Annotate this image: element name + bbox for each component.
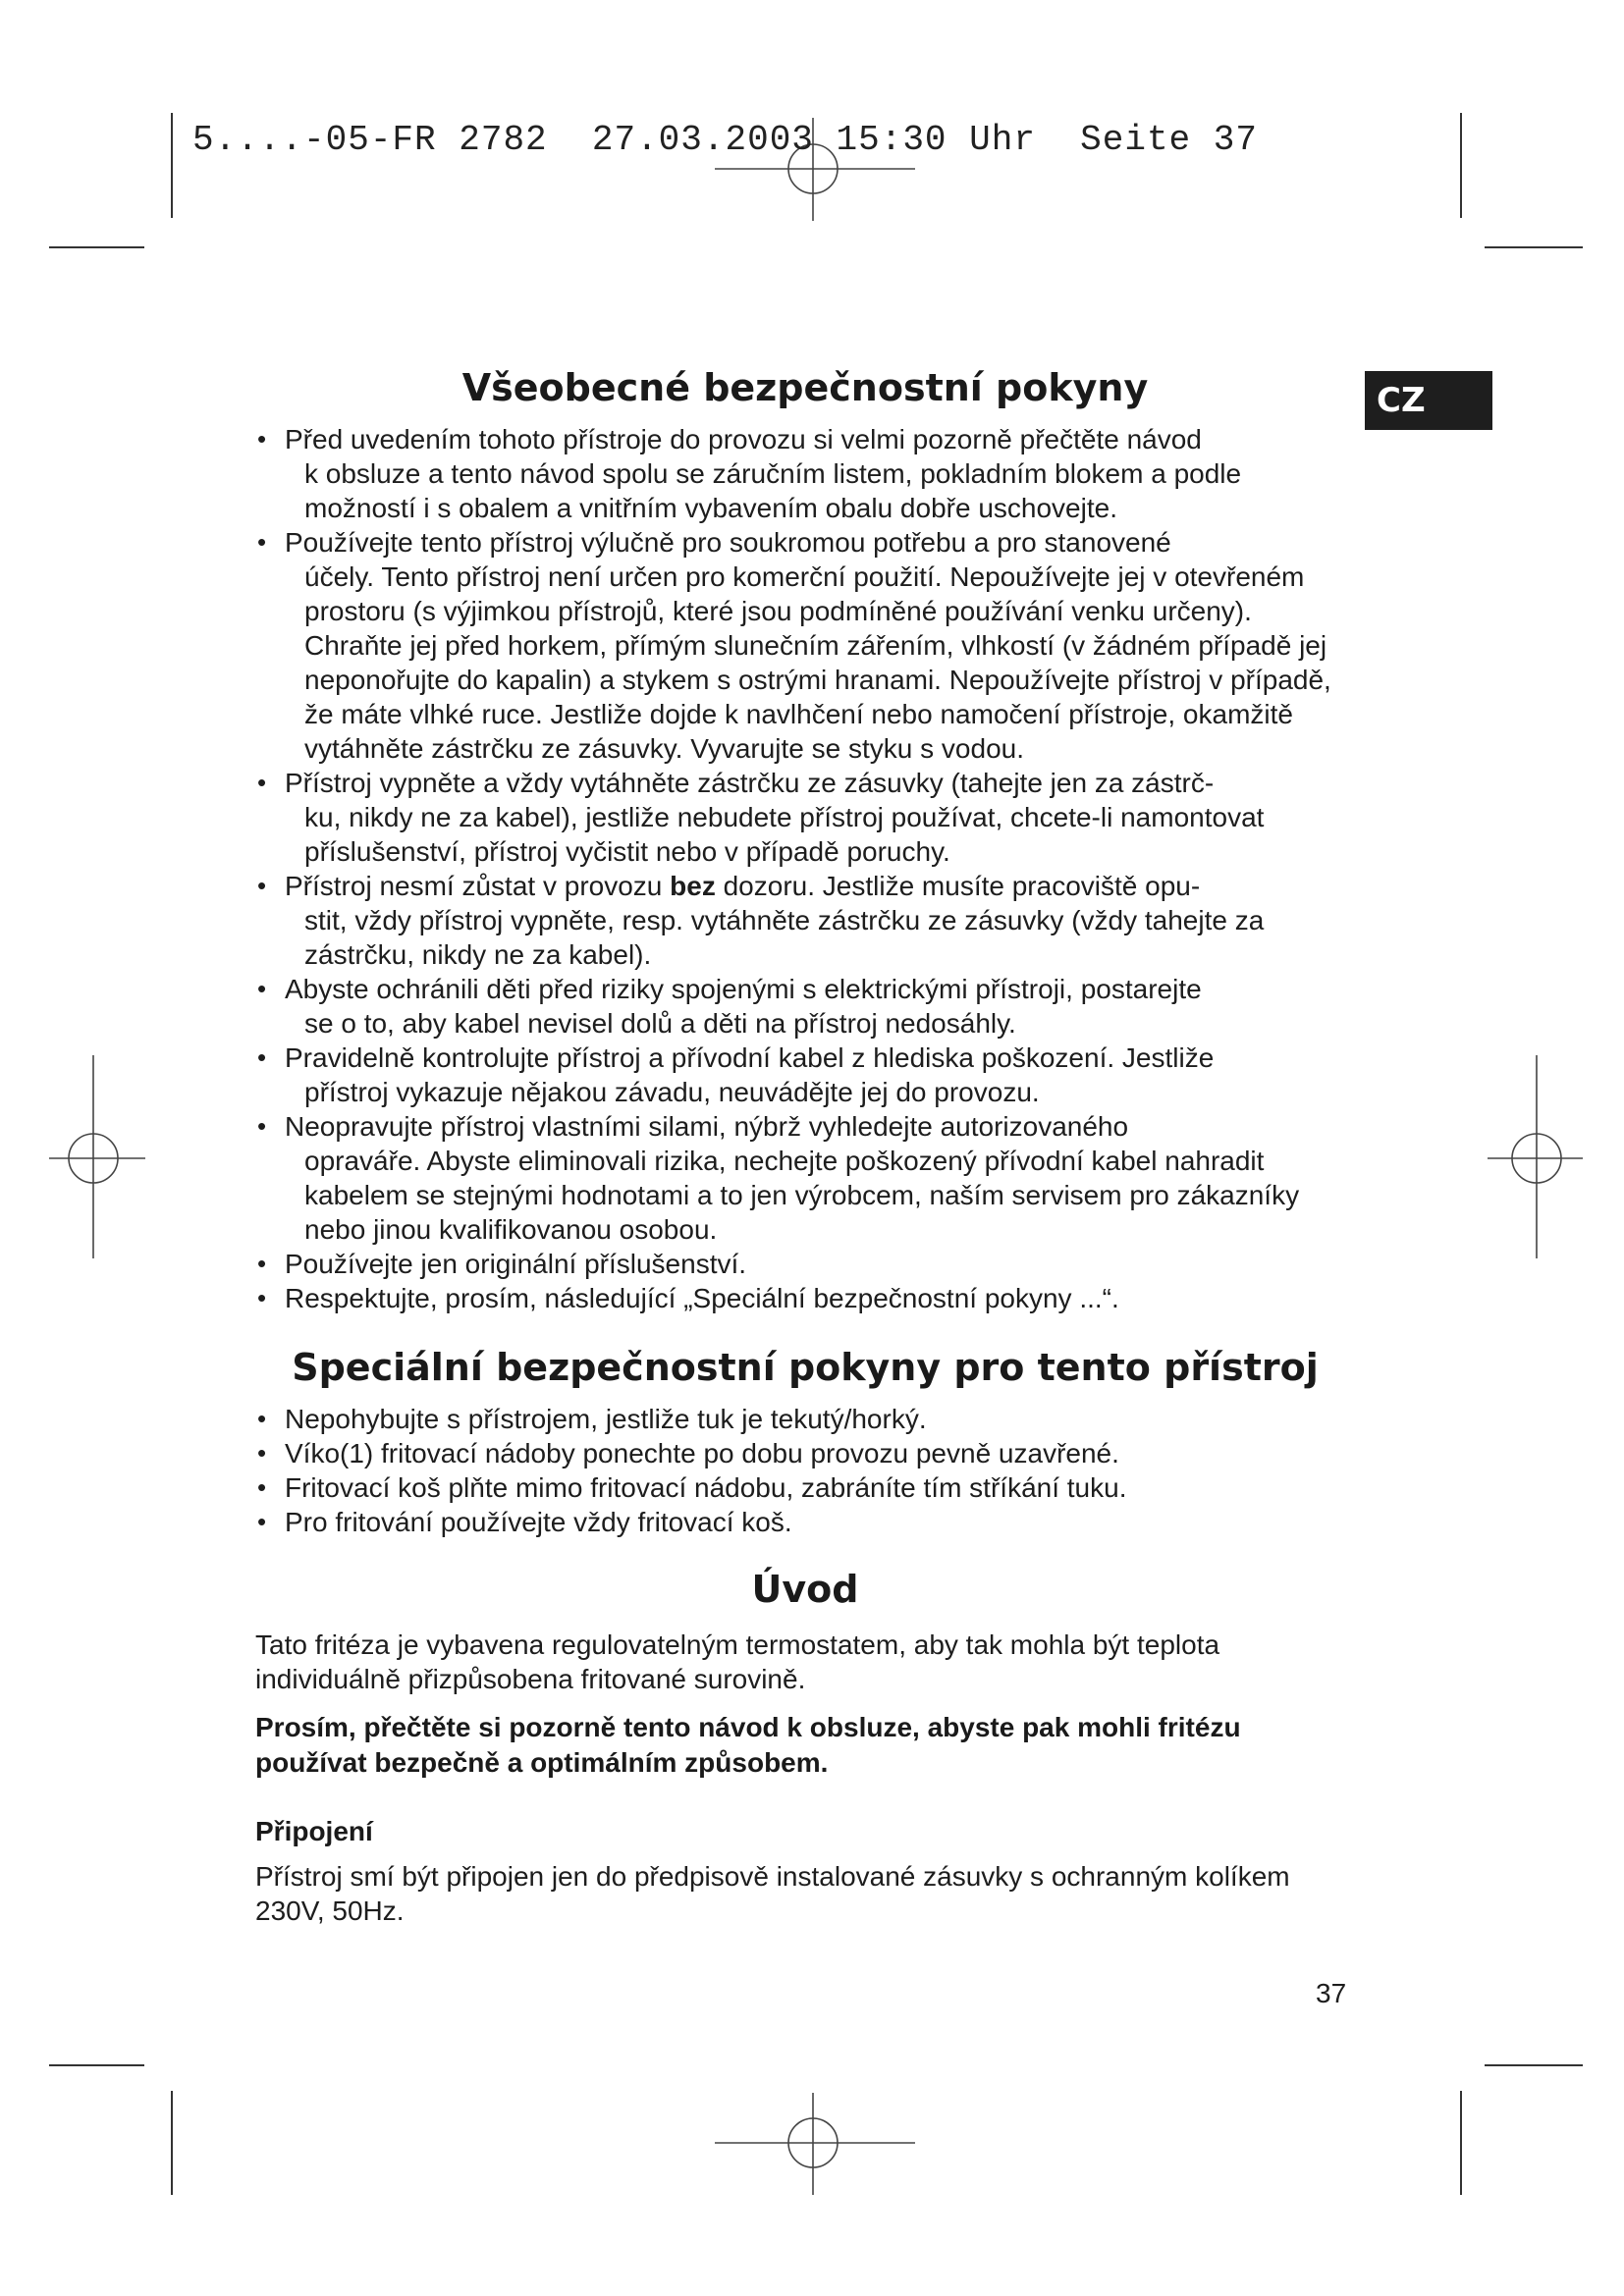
section-title-intro: Úvod — [751, 1568, 859, 1611]
section-title-special-safety: Speciální bezpečnostní pokyny pro tento přístroj — [292, 1346, 1319, 1389]
registration-mark-right — [1488, 1055, 1583, 1258]
page-content — [255, 363, 1355, 1928]
list-item: • Přístroj nesmí zůstat v provozu bez dozoru. Jestliže musíte pracoviště opu- stit, vždy přístroj vypněte, resp. vytáhněte zástrčku ze zásuvky (vždy tahejte za zástrčku, nikdy ne za kabel). — [255, 869, 1355, 972]
list-item: • Nepohybujte s přístrojem, jestliže tuk je tekutý/horký. — [255, 1402, 1355, 1436]
list-item: • Přístroj vypněte a vždy vytáhněte zástrčku ze zásuvky (tahejte jen za zástrč- ku, nikdy ne za kabel), jestliže nebudete přístroj používat, chcete-li namontovat příslušenství, přístroj vyčistit nebo v případě poruchy. — [255, 766, 1355, 869]
list-item: • Víko(1) fritovací nádoby ponechte po dobu provozu pevně uzavřené. — [255, 1436, 1355, 1470]
intro-bold-note: Prosím, přečtěte si pozorně tento návod k obsluze, abyste pak mohli fritézu používat bezpečně a optimálním způsobem. — [255, 1712, 1241, 1778]
bold-word: bez — [670, 871, 716, 901]
list-item: • Používejte tento přístroj výlučně pro soukromou potřebu a pro stanovené účely. Tento přístroj není určen pro komerční použití. Nepoužívejte jej v otevřeném prostoru (s výjimkou přístrojů, které jsou podmíněné používání venku určeny). Chraňte jej před horkem, přímým slunečním zářením, vlhkostí (v žádném případě jej neponořujte do kapalin) a stykem s ostrými hranami. Nepoužívejte přístroj v případě, že máte vlhké ruce. Jestliže dojde k navlhčení nebo namočení přístroje, okamžitě vytáhněte zástrčku ze zásuvky. Vyvarujte se styku s vodou. — [255, 525, 1355, 766]
special-safety-list — [255, 1402, 1355, 1539]
list-item: • Respektujte, prosím, následující „Speciální bezpečnostní pokyny ...“. — [255, 1281, 1355, 1315]
language-tab: CZ — [1365, 371, 1492, 430]
list-item: • Pravidelně kontrolujte přístroj a přívodní kabel z hlediska poškození. Jestliže přístroj vykazuje nějakou závadu, neuvádějte jej do provozu. — [255, 1041, 1355, 1109]
registration-mark-left — [49, 1055, 145, 1258]
list-item: • Neopravujte přístroj vlastními silami, nýbrž vyhledejte autorizovaného opraváře. Abyste eliminovali rizika, nechejte poškozený přívodní kabel nahradit kabelem se stejnými hodnotami a to jen výrobcem, naším servisem pro zákazníky nebo jinou kvalifikovanou osobou. — [255, 1109, 1355, 1247]
print-header: 5....-05-FR 2782 27.03.2003 15:30 Uhr Seite 37 — [192, 120, 1258, 160]
connection-subheading: Připojení — [255, 1816, 373, 1846]
connection-paragraph: Přístroj smí být připojen jen do předpisově instalované zásuvky s ochranným kolíkem 230V, 50Hz. — [255, 1861, 1290, 1926]
list-item: • Abyste ochránili děti před riziky spojenými s elektrickými přístroji, postarejte se o to, aby kabel nevisel dolů a děti na přístroj nedosáhly. — [255, 972, 1355, 1041]
list-item: • Pro fritování používejte vždy fritovací koš. — [255, 1505, 1355, 1539]
list-item: • Před uvedením tohoto přístroje do provozu si velmi pozorně přečtěte návod k obsluze a tento návod spolu se záručním listem, pokladním blokem a podle možností i s obalem a vnitřním vybavením obalu dobře uschovejte. — [255, 422, 1355, 525]
section-title-general-safety: Všeobecné bezpečnostní pokyny — [461, 366, 1149, 409]
general-safety-list — [255, 422, 1355, 1315]
list-item: • Používejte jen originální příslušenství. — [255, 1247, 1355, 1281]
list-item: • Fritovací koš plňte mimo fritovací nádobu, zabráníte tím stříkání tuku. — [255, 1470, 1355, 1505]
intro-paragraph: Tato fritéza je vybavena regulovatelným termostatem, aby tak mohla být teplota individuálně přizpůsobena fritované surovině. — [255, 1629, 1220, 1694]
registration-mark-bottom — [715, 2093, 915, 2195]
page-number: 37 — [1316, 1978, 1347, 2008]
